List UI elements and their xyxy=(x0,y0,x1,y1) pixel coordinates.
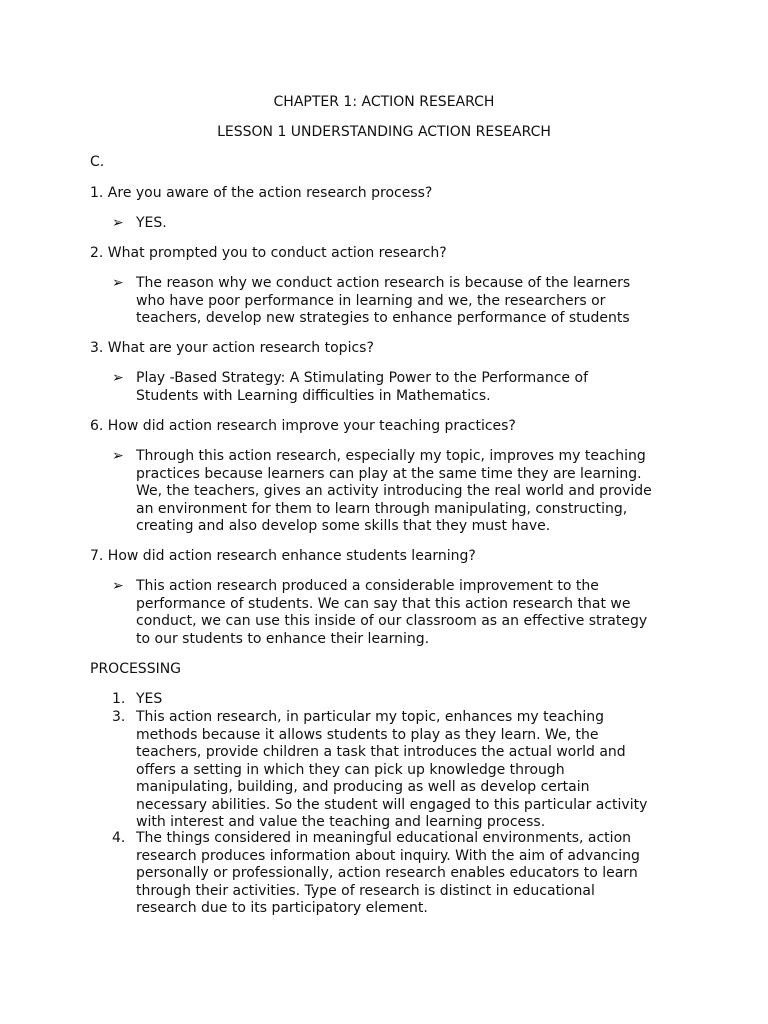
processing-item-number: 4. xyxy=(112,830,126,846)
processing-item-1: YES xyxy=(136,691,163,707)
answer-3: Play -Based Strategy: A Stimulating Power to the Performance of Students with Learning difficulties in Mathematics. xyxy=(136,370,588,404)
processing-item-4: The things considered in meaningful educational environments, action research produces information about inquiry. With the aim of advancing personally or professionally, action research enables educators to learn through their activities. Type of research is distinct in educational research due to its participatory element. xyxy=(136,830,640,916)
chapter-title: CHAPTER 1: ACTION RESEARCH xyxy=(273,94,495,110)
arrow-bullet-icon: ➢ xyxy=(112,448,124,464)
arrow-bullet-icon: ➢ xyxy=(112,578,124,594)
question-2: 2. What prompted you to conduct action research? xyxy=(90,245,447,261)
processing-item-3: This action research, in particular my topic, enhances my teaching methods because it allows students to play as they learn. We, the teachers, provide children a task that introduces the actual world and offers a setting in which they can pick up knowledge through manipulating, building, and producing as well as develop certain necessary abilities. So the student will engaged to this particular activity with interest and value the teaching and learning process. xyxy=(136,709,648,830)
answer-6: Through this action research, especially my topic, improves my teaching practices because learners can play at the same time they are learning. We, the teachers, gives an activity introducing the real world and provide an environment for them to learn through manipulating, constructing, creating and also develop some skills that they must have. xyxy=(136,448,652,534)
processing-item-number: 3. xyxy=(112,709,126,725)
question-3: 3. What are your action research topics? xyxy=(90,340,374,356)
answer-1: YES. xyxy=(136,215,167,231)
question-7: 7. How did action research enhance students learning? xyxy=(90,548,476,564)
answer-2: The reason why we conduct action research is because of the learners who have poor performance in learning and we, the researchers or teachers, develop new strategies to enhance performance of students xyxy=(136,275,631,326)
question-6: 6. How did action research improve your teaching practices? xyxy=(90,418,516,434)
section-label: C. xyxy=(90,154,105,170)
arrow-bullet-icon: ➢ xyxy=(112,215,124,231)
processing-item-number: 1. xyxy=(112,691,126,707)
arrow-bullet-icon: ➢ xyxy=(112,275,124,291)
arrow-bullet-icon: ➢ xyxy=(112,370,124,386)
answer-7: This action research produced a considerable improvement to the performance of students. We can say that this action research that we conduct, we can use this inside of our classroom as an effective strategy to our students to enhance their learning. xyxy=(136,578,648,647)
processing-heading: PROCESSING xyxy=(90,661,182,677)
lesson-title: LESSON 1 UNDERSTANDING ACTION RESEARCH xyxy=(217,124,551,140)
question-1: 1. Are you aware of the action research process? xyxy=(90,185,433,201)
